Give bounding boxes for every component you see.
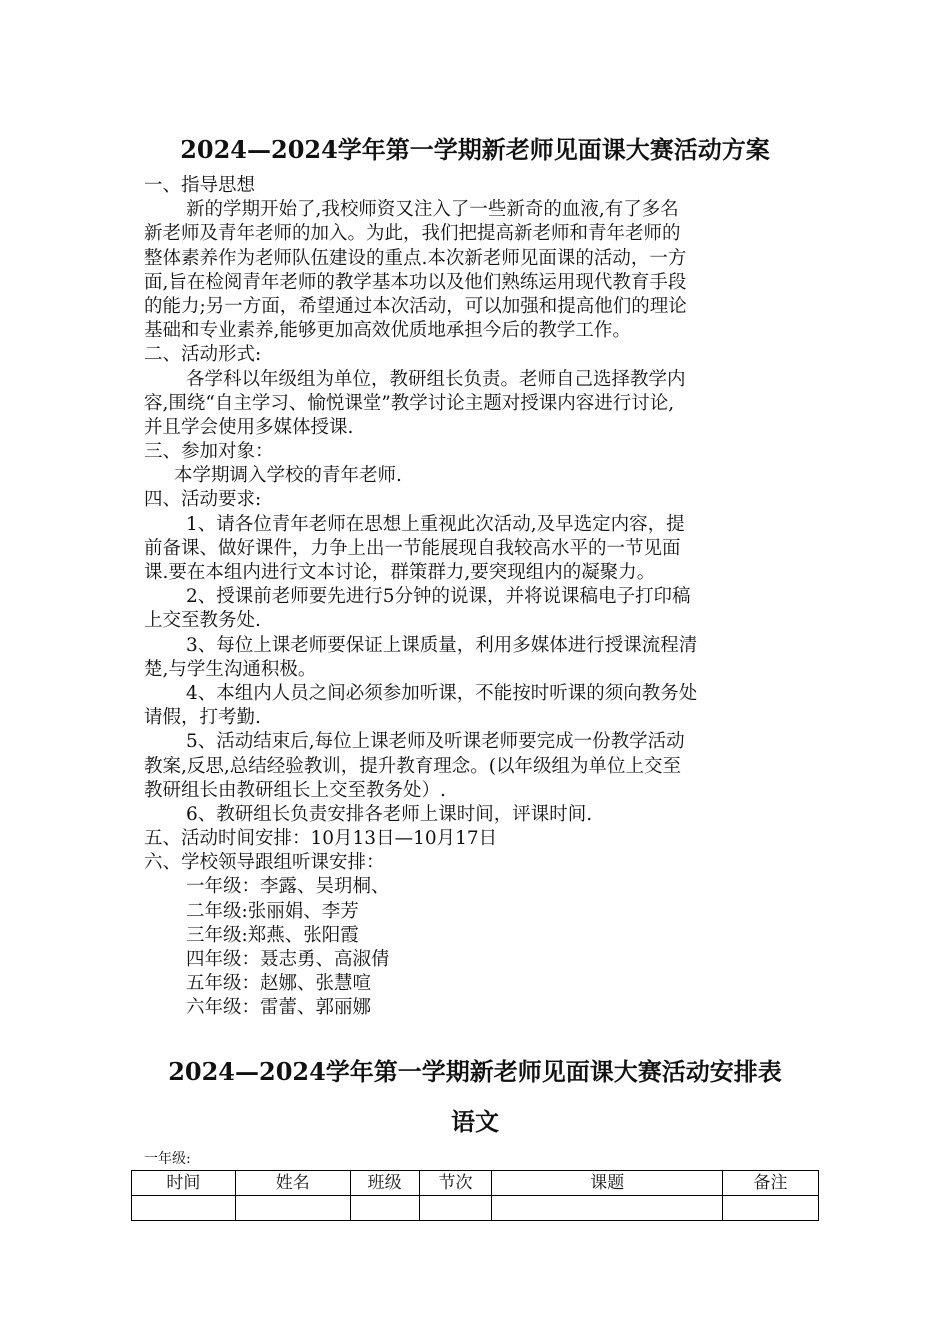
grade-leader-line: 五年级：赵娜、张慧喧 (186, 973, 372, 995)
paragraph-line: 本学期调入学校的青年老师. (174, 465, 402, 487)
table-cell (723, 1196, 819, 1221)
header-name: 姓名 (235, 1171, 350, 1196)
requirement-line: 教案,反思,总结经验教训，提升教育理念。(以年级组为单位上交至 (144, 755, 681, 777)
paragraph-line: 新的学期开始了,我校师资又注入了一些新奇的血液,有了多名 (186, 199, 679, 221)
grade-leader-line: 二年级:张丽娟、李芳 (186, 900, 359, 922)
header-remarks: 备注 (723, 1171, 819, 1196)
requirement-line: 2、授课前老师要先进行5分钟的说课，并将说课稿电子打印稿 (186, 586, 691, 608)
grade-leader-line: 三年级:郑燕、张阳霞 (186, 924, 359, 946)
table-cell (492, 1196, 723, 1221)
section-heading-activity-form: 二、活动形式: (144, 344, 262, 366)
requirement-line: 5、活动结束后,每位上课老师及听课老师要完成一份教学活动 (186, 731, 685, 753)
header-topic: 课题 (492, 1171, 723, 1196)
main-title: 2024—2024学年第一学期新老师见面课大赛活动方案 (180, 135, 770, 164)
paragraph-line: 各学科以年级组为单位，教研组长负责。老师自己选择教学内 (186, 368, 686, 390)
requirement-line: 课.要在本组内进行文本讨论，群策群力,要突现组内的凝聚力。 (144, 562, 656, 583)
subject-title: 语文 (451, 1107, 499, 1136)
requirement-line: 前备课、做好课件，力争上出一节能展现自我较高水平的一节见面 (144, 537, 681, 559)
requirement-line: 4、本组内人员之间必须参加听课，不能按时听课的须向教务处 (186, 682, 698, 704)
section-heading-leader-arrangement: 六、学校领导跟组听课安排： (144, 852, 385, 874)
requirement-line: 3、每位上课老师要保证上课质量，利用多媒体进行授课流程清 (186, 634, 698, 656)
section-heading-guiding-thought: 一、指导思想 (144, 175, 256, 196)
table-header-row (132, 1171, 819, 1196)
grade-leader-line: 一年级：李露、吴玥桐、 (186, 876, 390, 898)
header-period: 节次 (419, 1171, 492, 1196)
paragraph-line: 面,旨在检阅青年老师的教学基本功以及他们熟练运用现代教育手段 (144, 271, 687, 293)
table-cell (419, 1196, 492, 1221)
table-cell (350, 1196, 419, 1221)
section-heading-requirements: 四、活动要求: (144, 489, 262, 511)
requirement-line: 上交至教务处. (144, 610, 261, 632)
table-cell (235, 1196, 350, 1221)
requirement-line: 教研组长由教研组长上交至教务处）. (144, 779, 446, 801)
requirement-line: 1、请各位青年老师在思想上重视此次活动,及早选定内容，提 (186, 513, 685, 535)
paragraph-line: 的能力;另一方面，希望通过本次活动，可以加强和提高他们的理论 (144, 295, 687, 317)
paragraph-line: 基础和专业素养,能够更加高效优质地承担今后的教学工作。 (144, 320, 631, 342)
paragraph-line: 容,围绕“自主学习、愉悦课堂”教学讨论主题对授课内容进行讨论, (144, 392, 675, 414)
paragraph-line: 并且学会使用多媒体授课. (144, 416, 354, 438)
plan-body (144, 174, 814, 1021)
paragraph-line: 整体素养作为老师队伍建设的重点.本次新老师见面课的活动，一方 (144, 247, 687, 269)
section-heading-schedule-time: 五、活动时间安排：10月13日—10月17日 (144, 828, 498, 850)
grade-label: 一年级: (144, 1151, 191, 1167)
header-class: 班级 (350, 1171, 419, 1196)
requirement-line: 楚,与学生沟通积极。 (144, 658, 317, 680)
grade-leader-line: 六年级：雷蕾、郭丽娜 (186, 997, 372, 1019)
header-time: 时间 (132, 1171, 236, 1196)
paragraph-line: 新老师及青年老师的加入。为此，我们把提高新老师和青年老师的 (144, 223, 681, 245)
requirement-line: 请假，打考勤. (144, 707, 261, 729)
requirement-line: 6、教研组长负责安排各老师上课时间，评课时间. (186, 803, 593, 825)
schedule-title: 2024—2024学年第一学期新老师见面课大赛活动安排表 (168, 1057, 782, 1086)
section-heading-participants: 三、参加对象： (144, 441, 274, 463)
table-row (132, 1196, 819, 1221)
grade-leader-line: 四年级：聂志勇、高淑倩 (186, 949, 390, 970)
schedule-table (131, 1170, 819, 1221)
table-cell (132, 1196, 236, 1221)
